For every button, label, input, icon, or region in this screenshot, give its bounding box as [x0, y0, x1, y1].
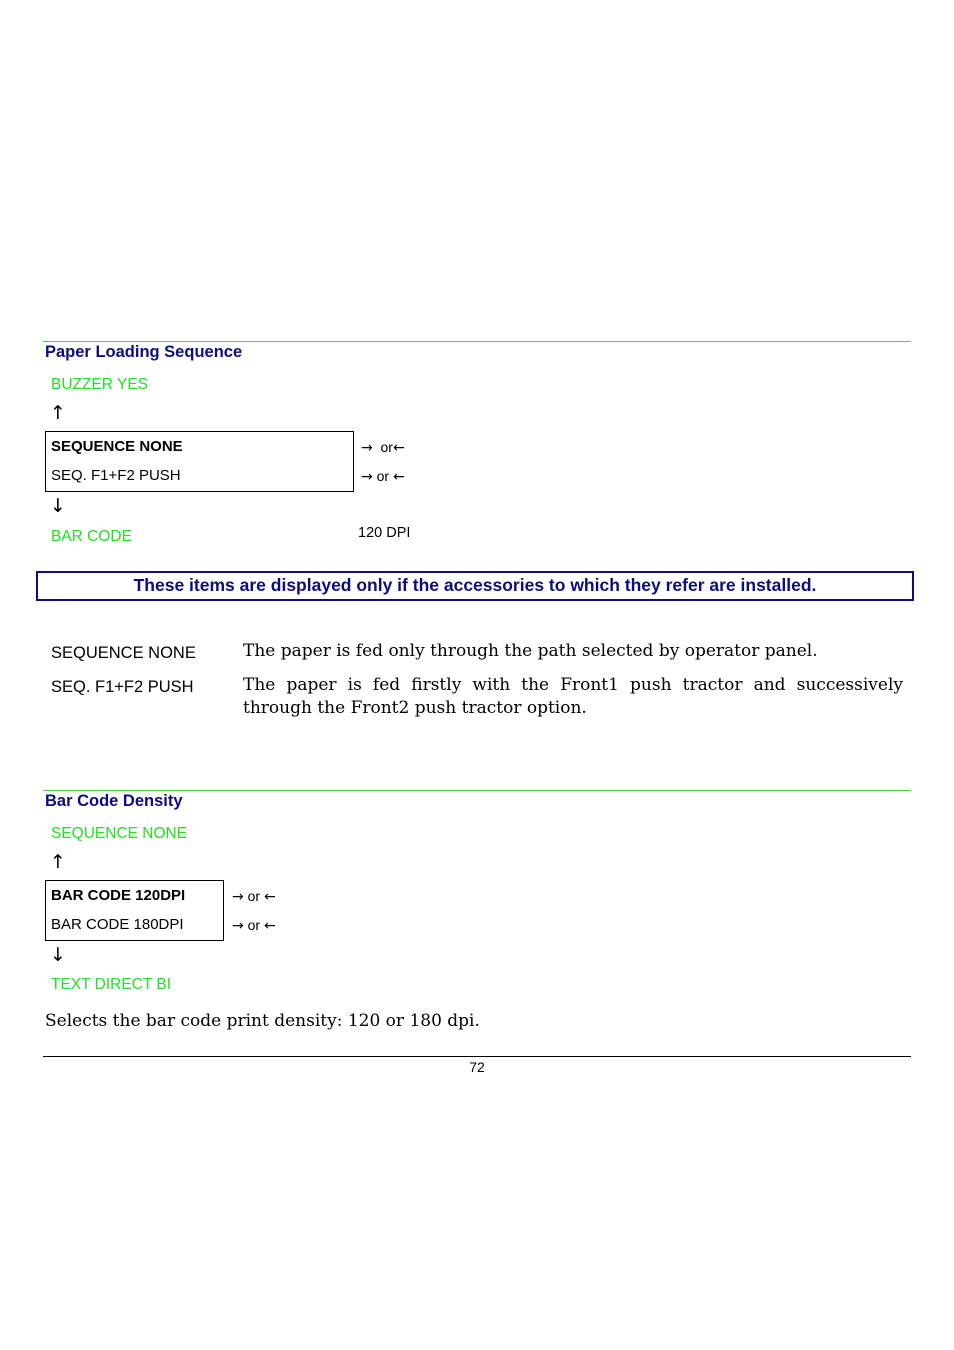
next-menu-item: BAR CODE: [51, 528, 132, 545]
definition-description: The paper is fed only through the path selected by operator panel.: [243, 641, 818, 661]
section-description: Selects the bar code print density: 120 or 180 dpi.: [45, 1011, 480, 1031]
right-arrow-icon: →: [232, 918, 244, 934]
up-arrow-icon: ↑: [50, 402, 66, 424]
section-divider: [43, 341, 911, 342]
left-arrow-icon: ←: [392, 469, 405, 485]
definition-description: The paper is fed firstly with the Front1 push tractor and successively through the Front2 push tractor option.: [243, 675, 903, 718]
menu-option: BAR CODE 180DPI: [51, 916, 184, 933]
definition-term: SEQUENCE NONE: [51, 644, 196, 662]
keys-or-label: or: [376, 468, 390, 484]
keys-or-label: or: [247, 888, 261, 904]
right-arrow-icon: →: [232, 889, 244, 905]
definition-term: SEQ. F1+F2 PUSH: [51, 678, 194, 696]
right-arrow-icon: →: [361, 440, 373, 456]
up-arrow-icon: ↑: [50, 851, 66, 873]
down-arrow-icon: ↓: [50, 944, 66, 966]
down-arrow-icon: ↓: [50, 495, 66, 517]
keys-or-label: or: [380, 439, 393, 455]
navigation-keys: [232, 917, 276, 934]
navigation-keys: [361, 439, 405, 456]
section-divider: [43, 790, 911, 791]
menu-option-selected: BAR CODE 120DPI: [51, 887, 186, 904]
navigation-keys: [361, 468, 405, 485]
navigation-keys: [232, 888, 276, 905]
left-arrow-icon: ←: [263, 918, 276, 934]
left-arrow-icon: ←: [263, 889, 276, 905]
keys-or-label: or: [247, 917, 261, 933]
menu-options-box: [45, 431, 354, 492]
page-number: 72: [469, 1059, 485, 1075]
right-arrow-icon: →: [361, 469, 373, 485]
next-menu-item: TEXT DIRECT BI: [51, 976, 172, 993]
section-title: Bar Code Density: [45, 792, 183, 810]
next-menu-value: 120 DPI: [358, 525, 411, 541]
left-arrow-icon: ←: [392, 440, 405, 456]
section-title: Paper Loading Sequence: [45, 343, 243, 361]
accessories-note: These items are displayed only if the accessories to which they refer are installed.: [36, 571, 914, 601]
footer-divider: [43, 1056, 911, 1057]
menu-options-box: [45, 880, 224, 941]
menu-option-selected: SEQUENCE NONE: [51, 438, 183, 455]
previous-menu-item: BUZZER YES: [51, 376, 149, 393]
previous-menu-item: SEQUENCE NONE: [51, 825, 188, 842]
menu-option: SEQ. F1+F2 PUSH: [51, 467, 181, 484]
